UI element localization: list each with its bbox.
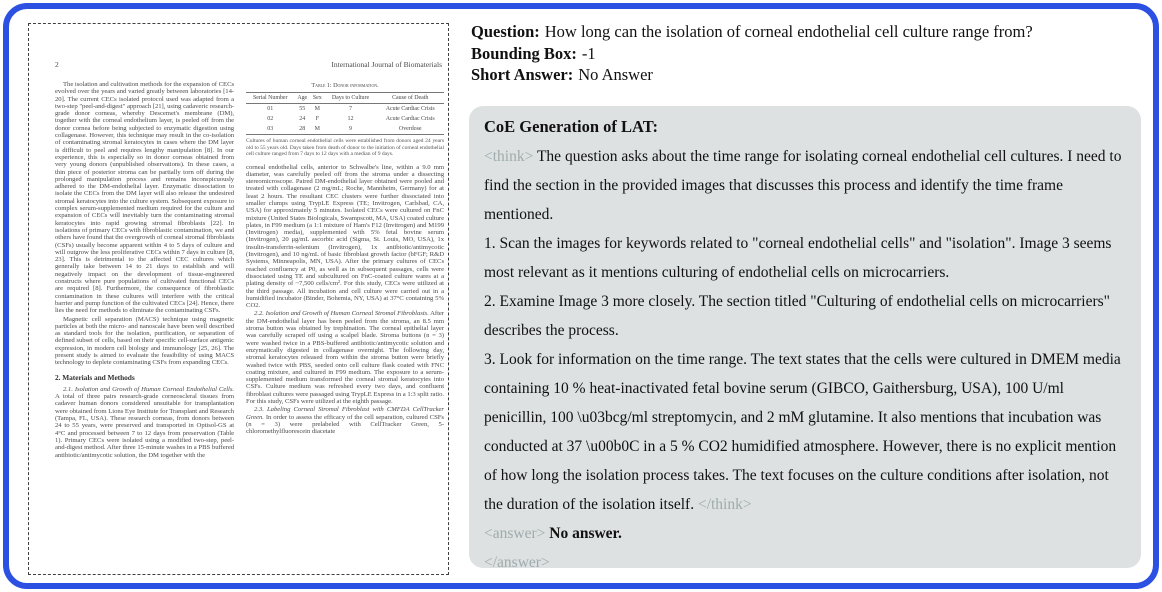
subsection-title: 2.1. Isolation and Growth of Human Corneal Endothelial Cells. xyxy=(63,385,235,393)
paragraph: The isolation and cultivation methods for the expansion of CECs evolved over the years and varied greatly between laboratories [14-20]. The current CECs isolated protocol used was adapted from a two-step "peel-and-digest" approach [21], using cadaveric research-grade donor corneas, whereby Descemet's membrane (DM), together with the corneal endothelium layer, is peeled off from the donor cornea before being subjected to enzymatic digestion using collagenase. However, this technique may result in the co-isolation of contaminating stromal keratocytes in cases where the DM layer is difficult to peel and requires lengthy manipulation [8]. In our experience, this is especially so in donor corneas obtained from very young donors (unpublished observations). In these cases, a thin piece of posterior stroma can be partially torn off during the prolonged manipulation process and remains inconspicuously adhered to the DM-endothelial layer. Enzymatic dissociation to isolate the CECs from the DM layer will also release the undesired stromal keratocytes into the culture system. Subsequent exposure to complex serum-supplemented medium required for the culture and expansion of CECs will inevitably turn the contaminating stromal keratocytes into rapid growing stromal fibroblasts [22]. In isolations of primary CECs with fibroblastic contamination, we and others have found that the overgrowth of corneal stromal fibroblasts (CSFs) usually become apparent within 4 to 5 days of culture and will outgrow the less proliferative CECs within 7 days in culture [8, 23]. This is detrimental to the affected CEC cultures which generally take between 14 to 21 days to establish and will negatively impact on the development of tissue-engineered constructs where pure populations of cultivated functional CECs are required [8]. Furthermore, the consequence of fibroblastic contamination in these cultures will interfere with the critical barrier and pump function of the cultivated CECs [24]. Hence, there lies the need for methods to eliminate the contaminating CSFs. xyxy=(55,81,235,315)
subsection-title: 2.3. Labeling Corneal Stromal Fibroblast with CMFDA CellTracker Green. xyxy=(246,406,444,421)
journal-title: International Journal of Biomaterials xyxy=(331,60,442,69)
answer-close-tag: </answer> xyxy=(484,554,550,571)
table-header-cell: Days to Culture xyxy=(324,93,376,104)
paragraph xyxy=(246,406,444,435)
think-open-tag: <think> xyxy=(484,148,534,165)
table-header-row xyxy=(246,93,444,104)
paragraph-text: After the DM-endothelial layer has been peeled from the stroma, an 8.5 mm stroma button was obtained by trephination. The corneal epithelial layer was carefully scraped off using a scalpel blade. Stroma buttons (n = 3) were washed twice in a PBS-buffered antibiotic/antimycotic solution and enzymatically digested in collagenase overnight. The following day, stromal keratocytes released from within the stroma button were briefly washed twice with PBS, seeded onto cell culture flask coated with FNC coating mixture, and cultured in F99 medium. The exposure to a serum-supplemented medium transformed the corneal stromal keratocytes into CSFs. Culture medium was refreshed every two days, and confluent fibroblast cultures were passaged using TrypLE Express in a 1:3 split ratio. For this study, CSFs were utilized at the eighth passage. xyxy=(246,310,444,406)
table-cell: 01 xyxy=(267,105,274,112)
paragraph xyxy=(246,310,444,405)
bounding-box-value: -1 xyxy=(581,43,596,63)
qa-block xyxy=(471,21,1162,86)
short-answer-value: No Answer xyxy=(578,65,653,84)
coe-step-paragraph xyxy=(484,345,1125,519)
table-cell: Acute Cardiac Crisis xyxy=(385,105,435,112)
table-cell: 7 xyxy=(348,105,352,112)
coe-text: The question asks about the time range for isolating corneal endothelial cell cultures. I need to find the section in the provided images that discusses this process and identify the time frame mentioned. xyxy=(484,148,1122,223)
table-cell: Overdose xyxy=(376,124,444,135)
table-cell: F xyxy=(315,115,319,122)
short-answer-label: Short Answer: xyxy=(471,65,574,84)
document-right-column xyxy=(246,81,444,460)
answer-open-tag: <answer> xyxy=(484,525,546,542)
paragraph-text: A total of three pairs research-grade corneoscleral tissues from cadaver human donors considered unsuitable for transplantation were obtained from Lions Eye Institute for Transplant and Research (Tampa, FL, USA). These research corneas, from donors between 24 to 55 years, were preserved and transported in Optisol-GS at 4°C and processed between 7 to 12 days from preservation (Table 1). Primary CECs were isolated using a modified two-step, peel-and-digest method. After three 15-minute washes in a PBS buffered antibiotic/antimycotic solution, the DM together with the xyxy=(55,393,235,459)
table-caption: Cultures of human corneal endothelial cells were established from donors aged 24 years old to 55 years old. Days taken from death of donor to the initiation of corneal endothelial cell culture ranged from 7 days to 12 days with a median of 9 days. xyxy=(246,138,444,158)
document-columns xyxy=(55,81,444,460)
document-page-content xyxy=(29,24,448,460)
table-cell: 03 xyxy=(246,124,294,135)
document-left-column xyxy=(55,81,234,460)
think-close-tag: </think> xyxy=(697,496,752,513)
bounding-box-line xyxy=(471,43,1162,65)
section-heading: 2. Materials and Methods xyxy=(55,372,135,382)
document-page xyxy=(28,23,449,575)
table-header-cell: Age xyxy=(294,93,310,104)
table-cell: 28 xyxy=(294,124,310,135)
question-label: Question: xyxy=(471,22,540,41)
table-header-cell: Cause of Death xyxy=(376,93,444,104)
paragraph: corneal endothelial cells, anterior to Schwalbe's line, within a 9.0 mm diameter, was carefully peeled off from the stroma under a dissecting stereomicroscope. Paired DM-endothelial layer obtained were pooled and treated with collagenase (2 mg/mL; Roche, Mannheim, Germany) for at least 2 hours. The resultant CEC clusters were further dissociated into smaller clumps using TrypLE Express (TE; Invitrogen, Carlsbad, CA, USA) for approximately 5 minutes. Isolated CECs were cultured on FnC mixture (United States Biologicals, Swampscott, MA, USA) coated culture plates, in F99 medium (a 1:1 mixture of Ham's F12 (Invitrogen) and M199 (Invitrogen) media), supplemented with 5% fetal bovine serum (Invitrogen), 20 μg/mL ascorbic acid (Sigma, St. Louis, MO, USA), 1x insulin-transferrin-selenium (Invitrogen), 1x antibiotic/antimycotic (Invitrogen), and 10 ng/mL of basic fibroblast growth factor (bFGF; R&D Systems, Minneapolis, MN, USA). After the primary cultures of CECs reached confluency at P0, as well as in subsequent passages, cells were dissociated using TE and subcultured on FnC-coated culture wares at a plating density of ~7,500 cells/cm². For this study, CECs were utilized at the third passage. All incubation and cell culture were carried out in a humidified incubator (Binder, Bohemia, NY, USA) at 37°C containing 5% CO2. xyxy=(246,163,444,310)
table-cell: M xyxy=(310,124,324,135)
table-header-cell: Serial Number xyxy=(246,93,294,104)
table-cell: 02 xyxy=(267,115,274,122)
table-cell: 24 xyxy=(299,115,306,122)
answer-text: No answer. xyxy=(549,525,622,542)
donor-table xyxy=(246,92,444,135)
table-cell: 9 xyxy=(324,124,376,135)
paragraph: Magnetic cell separation (MACS) technique using magnetic particles at both the micro- and nanoscale have been well described as standard tools for the isolation, purification, or separation of defined subset of cells, based on their specific cell-surface antigenic expression, in modern cell biology and immunology [25, 26]. The present study is aimed to evaluate the feasibility of using MACS technology to deplete contaminating CSFs from expanding CECs. xyxy=(55,315,235,367)
table-cell: Acute Cardiac Crisis xyxy=(385,115,435,122)
table-row xyxy=(246,104,444,115)
table-header-cell: Sex xyxy=(310,93,324,104)
table-cell: 55 xyxy=(299,105,306,112)
paragraph xyxy=(55,386,234,459)
table-title: Table 1: Donor information. xyxy=(311,82,379,89)
question-text: How long can the isolation of corneal endothelial cell culture range from? xyxy=(544,22,1033,41)
table-cell: 12 xyxy=(347,115,354,122)
coe-panel xyxy=(469,106,1141,571)
coe-panel-title: CoE Generation of LAT: xyxy=(484,117,658,136)
coe-answer-paragraph xyxy=(484,519,1125,548)
bounding-box-label: Bounding Box: xyxy=(471,43,577,63)
table-cell: M xyxy=(314,105,320,112)
table-row xyxy=(246,114,444,124)
coe-text: 3. Look for information on the time range. The text states that the cells were cultured in DMEM media containing 10 % heat-inactivated fetal bovine serum (GIBCO, Gaithersburg, USA), 100 U/ml penicillin, 100 \u03bcg/ml streptomycin, and 2 mM glutamine. It also mentions that incubation was conducted at 37 \u00b0C in a 5 % CO2 humidified atmosphere. However, there is no explicit mention of how long the isolation process takes. The text focuses on the culture conditions after isolation, not the duration of the isolation itself. xyxy=(484,351,1121,513)
coe-step-paragraph: 1. Scan the images for keywords related to "corneal endothelial cells" and "isolation". Image 3 seems most relevant as it mentions culturing of endothelial cells on microcarriers. xyxy=(484,235,1112,281)
coe-step-paragraph: 2. Examine Image 3 more closely. The section titled "Culturing of endothelial cells on microcarriers" describes the process. xyxy=(484,293,1111,339)
question-line xyxy=(471,21,1162,43)
coe-think-paragraph xyxy=(484,142,1125,229)
subsection-title: 2.2. Isolation and Growth of Human Corneal Stromal Fibroblasts. xyxy=(254,310,429,318)
figure-border xyxy=(3,3,1159,589)
page-number: 2 xyxy=(55,60,59,69)
paragraph-text: In order to assess the efficacy of the cell separation, cultured CSFs (n = 3) were prelabeled with CellTracker Green, 5-chloromethylfluorescein diacetate xyxy=(246,413,444,436)
coe-answer-close-paragraph xyxy=(484,548,1125,577)
short-answer-line xyxy=(471,64,1162,86)
table-row xyxy=(246,124,444,135)
document-header xyxy=(55,60,444,69)
